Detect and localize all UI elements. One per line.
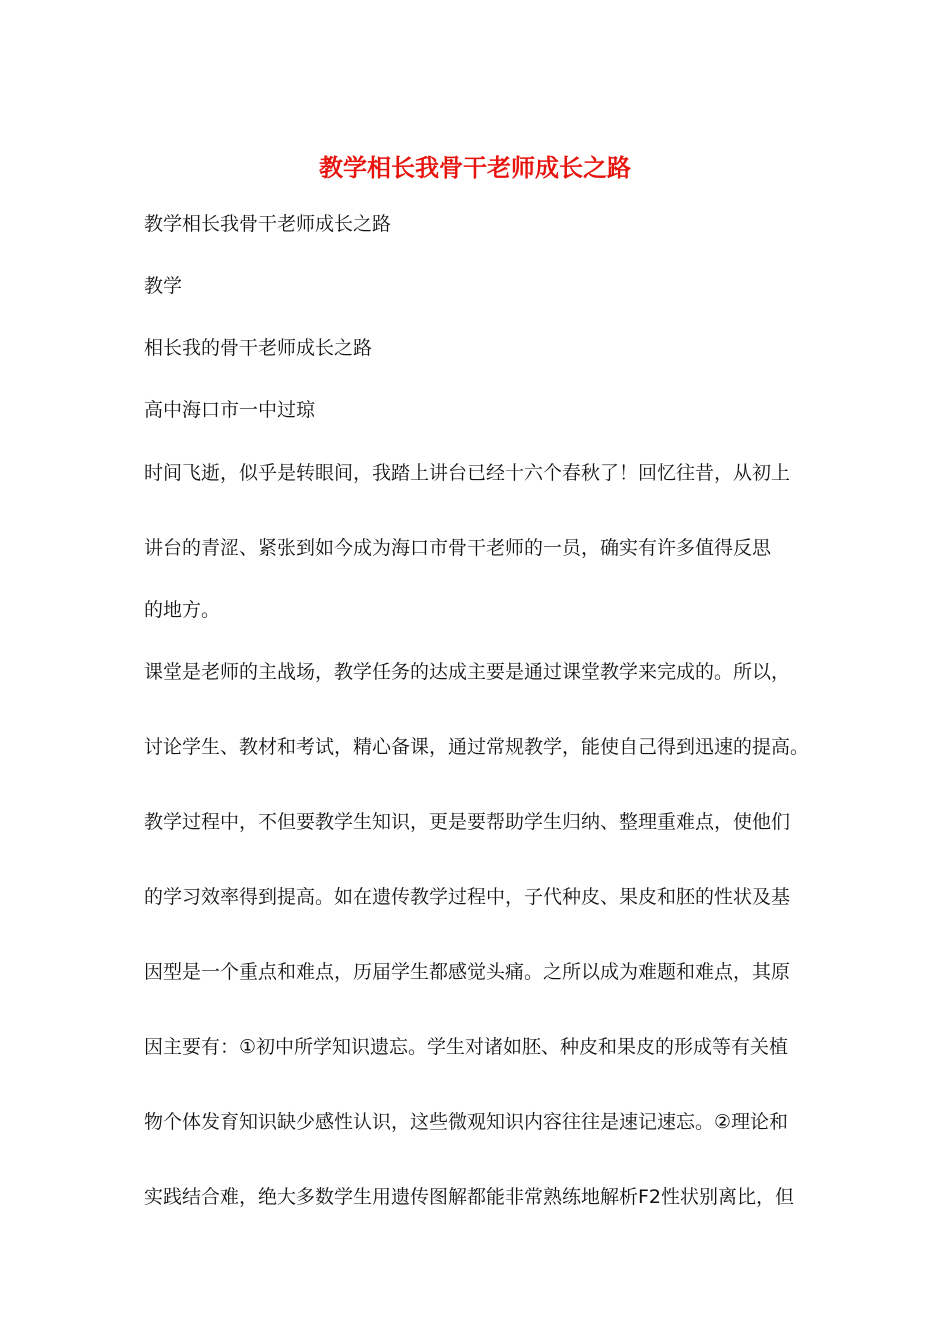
text-line: 讨论学生、教材和考试，精心备课，通过常规教学，能使自己得到迅速的提高。 [144,736,810,758]
text-line: 课堂是老师的主战场，教学任务的达成主要是通过课堂教学来完成的。所以， [144,661,791,683]
text-line: 物个体发育知识缺少感性认识，这些微观知识内容往往是速记速忘。②理论和 [144,1111,789,1133]
text-line: 相长我的骨干老师成长之路 [144,337,373,359]
text-line: 讲台的青涩、紧张到如今成为海口市骨干老师的一员，确实有许多值得反思 [144,537,772,559]
text-line: 因主要有：①初中所学知识遗忘。学生对诸如胚、种皮和果皮的形成等有关植 [144,1036,789,1058]
text-line: 因型是一个重点和难点，历届学生都感觉头痛。之所以成为难题和难点，其原 [144,961,791,983]
text-line: 的地方。 [144,599,221,621]
document-title: 教学相长我骨干老师成长之路 [319,153,631,182]
text-line: 教学过程中，不但要教学生知识，更是要帮助学生归纳、整理重难点，使他们 [144,811,791,833]
text-line: 时间飞逝，似乎是转眼间，我踏上讲台已经十六个春秋了！回忆往昔，从初上 [144,462,791,484]
text-line: 高中海口市一中过琼 [144,399,316,421]
text-line: 的学习效率得到提高。如在遗传教学过程中，子代种皮、果皮和胚的性状及基 [144,886,791,908]
text-line: 教学 [144,275,183,297]
text-line: 教学相长我骨干老师成长之路 [144,213,392,235]
text-line: 实践结合难，绝大多数学生用遗传图解都能非常熟练地解析F2性状别离比，但 [144,1186,795,1208]
